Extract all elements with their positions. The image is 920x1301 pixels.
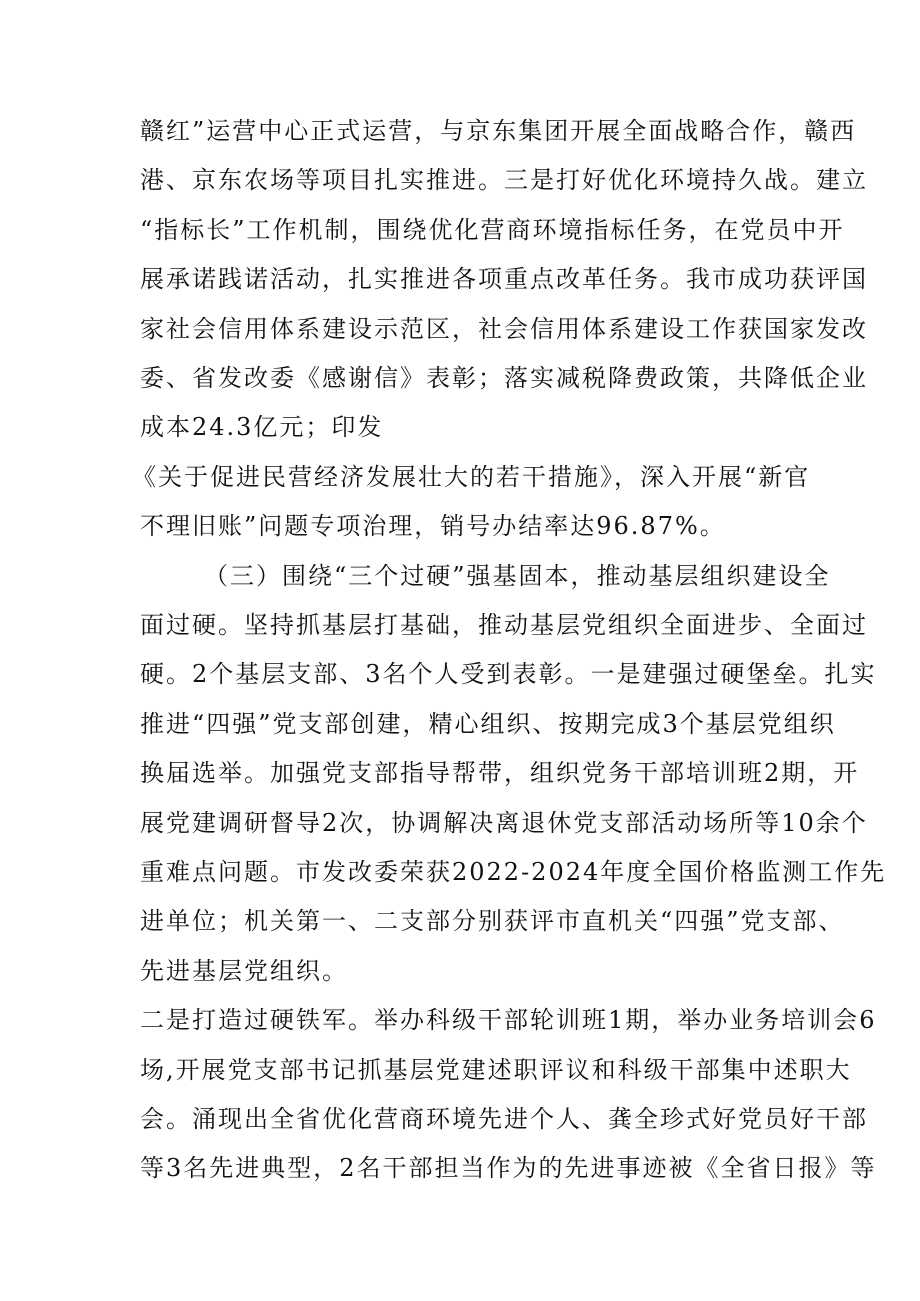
text-line-2: 港、京东农场等项目扎实推进。三是打好优化环境持久战。建立 — [140, 166, 868, 194]
text-line-19: 二是打造过硬铁军。举办科级干部轮训班1期，举办业务培训会6 — [140, 1006, 877, 1034]
text-line-15: 展党建调研督导2次，协调解决离退休党支部活动场所等10余个 — [140, 809, 868, 837]
text-line-22: 等3名先进典型，2名干部担当作为的先进事迹被《全省日报》等 — [140, 1154, 877, 1182]
paragraph-heading-3: （三）围绕“三个过硬”强基固本，推动基层组织建设全 — [204, 562, 831, 590]
text-line-20: 场,开展党支部书记抓基层党建述职评议和科级干部集中述职大 — [140, 1056, 852, 1084]
text-line-12: 硬。2个基层支部、3名个人受到表彰。一是建强过硬堡垒。扎实 — [140, 660, 877, 688]
text-line-1: 赣红”运营中心正式运营，与京东集团开展全面战略合作，赣西 — [140, 117, 857, 145]
text-line-11: 面过硬。坚持抓基层打基础，推动基层党组织全面进步、全面过 — [140, 611, 868, 639]
text-line-4: 展承诺践诺活动，扎实推进各项重点改革任务。我市成功获评国 — [140, 265, 868, 293]
text-line-8: 《关于促进民营经济发展壮大的若干措施》，深入开展“新官 — [132, 463, 811, 491]
text-line-21: 会。涌现出全省优化营商环境先进个人、龚全珍式好党员好干部 — [140, 1105, 868, 1133]
text-line-6: 委、省发改委《感谢信》表彰；落实减税降费政策，共降低企业 — [140, 364, 868, 392]
text-line-9: 不理旧账”问题专项治理，销号办结率达96.87%。 — [140, 512, 726, 540]
text-line-3: “指标长”工作机制，围绕优化营商环境指标任务，在党员中开 — [140, 216, 845, 244]
text-line-13: 推进“四强”党支部创建，精心组织、按期完成3个基层党组织 — [140, 710, 836, 738]
text-line-16: 重难点问题。市发改委荣获2022-2024年度全国价格监测工作先 — [140, 858, 887, 886]
text-line-18: 先进基层党组织。 — [140, 957, 348, 985]
text-line-5: 家社会信用体系建设示范区，社会信用体系建设工作获国家发改 — [140, 315, 868, 343]
text-line-17: 进单位；机关第一、二支部分别获评市直机关“四强”党支部、 — [140, 907, 845, 935]
text-line-7: 成本24.3亿元；印发 — [140, 413, 384, 441]
text-line-14: 换届选举。加强党支部指导帮带，组织党务干部培训班2期，开 — [140, 759, 860, 787]
